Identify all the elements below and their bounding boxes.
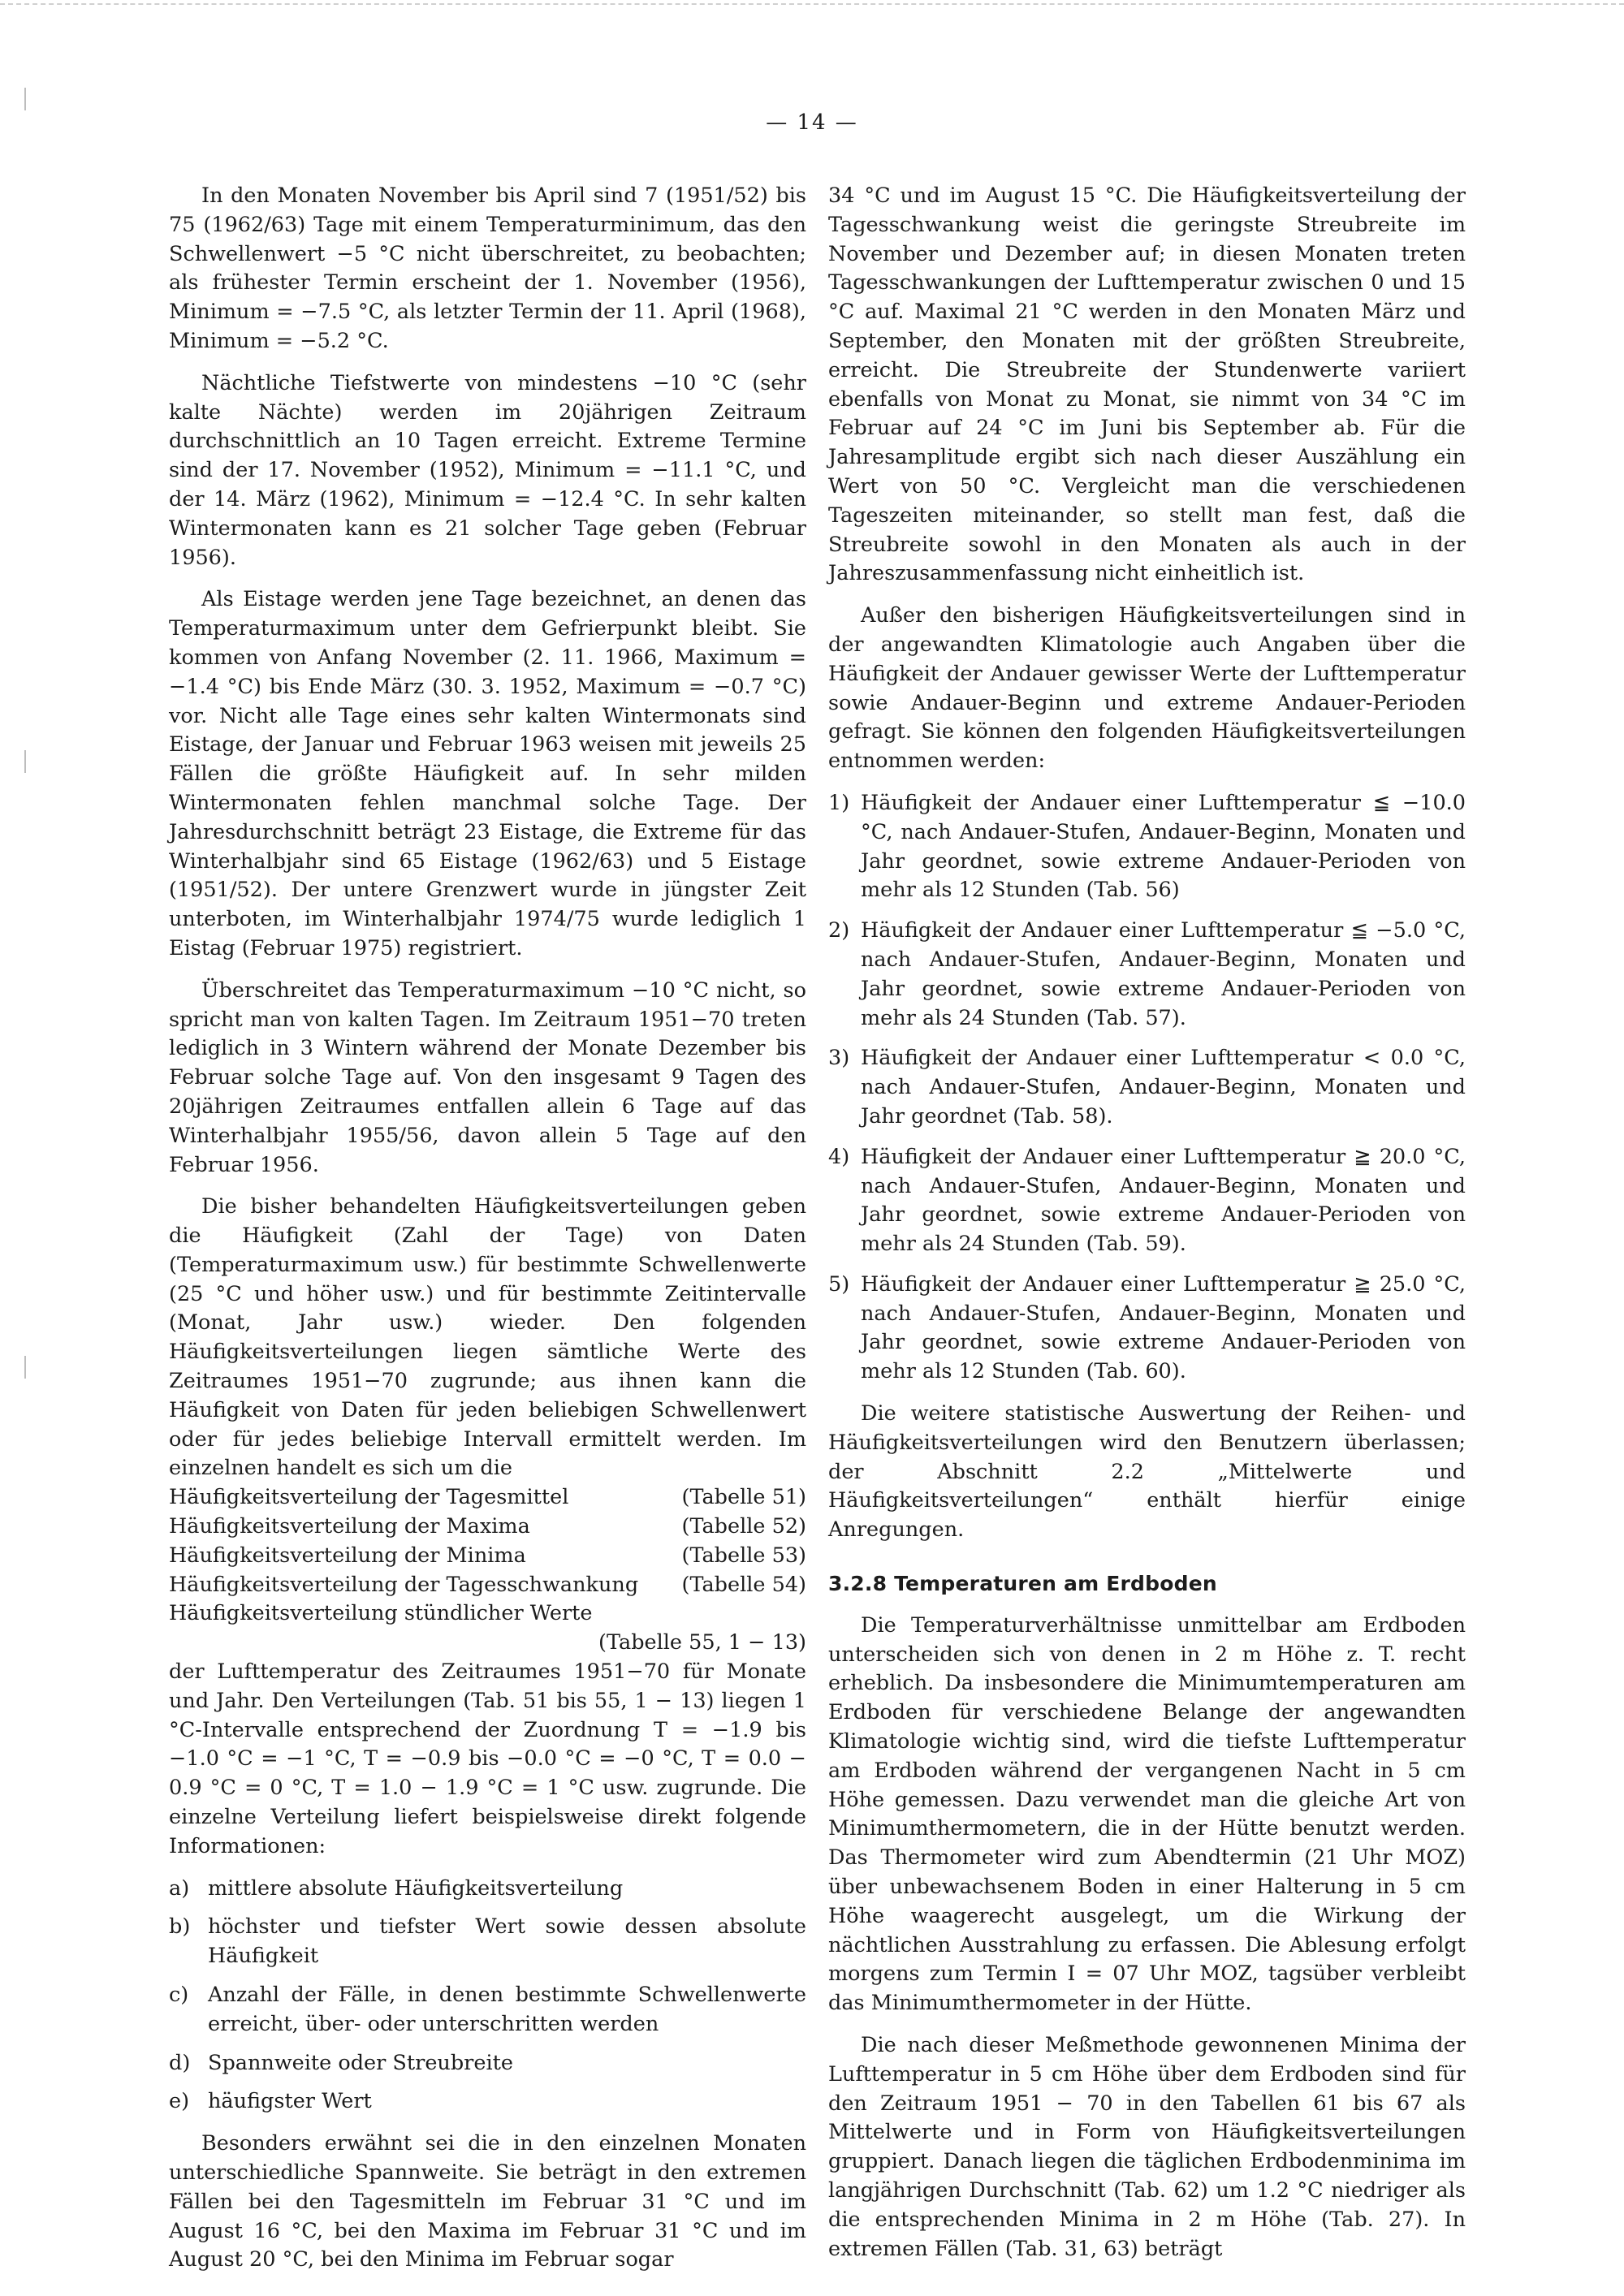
table-reference-number: (Tabelle 54) — [681, 1572, 806, 1597]
section-heading: 3.2.8 Temperaturen am Erdboden — [828, 1572, 1217, 1596]
list-text: Häufigkeit der Andauer einer Lufttemperatur ≦ −5.0 °C, nach Andauer-Stufen, Andauer-Beginn, Monaten und Jahr geordnet, sowie extreme Andauer-Perioden von mehr als 24 Stunden (Tab. 57). — [861, 918, 1466, 1030]
scan-margin-mark — [24, 1356, 26, 1379]
table-reference — [169, 1513, 806, 1542]
distribution-list — [828, 789, 1466, 1387]
list-text: höchster und tiefster Wert sowie dessen absolute Häufigkeit — [208, 1914, 806, 1969]
table-reference — [169, 1571, 806, 1600]
list-item — [828, 1044, 1466, 1131]
left-column — [169, 182, 806, 2288]
table-reference-label: Häufigkeitsverteilung der Tagesschwankung — [169, 1572, 639, 1597]
list-item — [828, 789, 1466, 905]
list-item — [169, 2049, 806, 2078]
table-reference-label: Häufigkeitsverteilung stündlicher Werte — [169, 1601, 593, 1626]
paragraph: Überschreitet das Temperaturmaximum −10 °C nicht, so spricht man von kalten Tagen. Im Zeitraum 1951−70 treten lediglich in 3 Wintern während der Monate Dezember bis Februar solche Tage auf. Von den insgesamt 9 Tagen des 20jährigen Zeitraumes entfallen allein 6 Tage auf das Winterhalbjahr 1955/56, davon allein 5 Tage auf den Februar 1956. — [169, 978, 806, 1177]
list-marker: a) — [169, 1875, 190, 1901]
table-reference — [169, 1483, 806, 1513]
table-reference-label: Häufigkeitsverteilung der Maxima — [169, 1514, 530, 1539]
list-text: Häufigkeit der Andauer einer Lufttemperatur ≦ −10.0 °C, nach Andauer-Stufen, Andauer-Beginn, Monaten und Jahr geordnet, sowie extreme Andauer-Perioden von mehr als 12 Stunden (Tab. 56) — [861, 790, 1466, 903]
right-column — [828, 182, 1466, 2277]
table-reference-number: (Tabelle 52) — [681, 1514, 806, 1539]
paragraph: Als Eistage werden jene Tage bezeichnet, an denen das Temperaturmaximum unter dem Gefrierpunkt bleibt. Sie kommen von Anfang November (2. 11. 1966, Maximum = −1.4 °C) bis Ende März (30. 3. 1952, Maximum = −0.7 °C) vor. Nicht alle Tage eines sehr kalten Wintermonats sind Eistage, der Januar und Februar 1963 weisen mit jeweils 25 Fällen die größte Häufigkeit auf. In sehr milden Wintermonaten fehlen manchmal solche Tage. Der Jahresdurchschnitt beträgt 23 Eistage, die Extreme für das Winterhalbjahr sind 65 Eistage (1962/63) und 5 Eistage (1951/52). Der untere Grenzwert wurde in jüngster Zeit unterboten, im Winterhalbjahr 1974/75 wurde lediglich 1 Eistag (Februar 1975) registriert. — [169, 587, 806, 960]
list-text: Häufigkeit der Andauer einer Lufttemperatur ≧ 20.0 °C, nach Andauer-Stufen, Andauer-Beginn, Monaten und Jahr geordnet, sowie extreme Andauer-Perioden von mehr als 24 Stunden (Tab. 59). — [861, 1144, 1466, 1257]
paragraph: Nächtliche Tiefstwerte von mindestens −10 °C (sehr kalte Nächte) werden im 20jährigen Zeitraum durchschnittlich an 10 Tagen erreicht. Extreme Termine sind der 17. November (1952), Minimum = −11.1 °C, und der 14. März (1962), Minimum = −12.4 °C. In sehr kalten Wintermonaten kann es 21 solcher Tage geben (Februar 1956). — [169, 370, 806, 570]
page-number: — 14 — — [766, 110, 858, 135]
table-reference — [169, 1599, 806, 1629]
paragraph: Die weitere statistische Auswertung der Reihen- und Häufigkeitsverteilungen wird den Benutzern überlassen; der Abschnitt 2.2 „Mittelwerte und Häufigkeitsverteilungen“ enthält hierfür einige Anregungen. — [828, 1401, 1466, 1543]
paragraph: Die Temperaturverhältnisse unmittelbar am Erdboden unterscheiden sich von denen in 2 m Höhe z. T. recht erheblich. Da insbesondere die Minimumtemperaturen am Erdboden für verschiedene Belange der angewandten Klimatologie wichtig sind, wird die tiefste Lufttemperatur am Erdboden während der vergangenen Nacht in 5 cm Höhe gemessen. Dazu verwendet man die gleiche Art von Minimumthermometern, die in der Hütte benutzt werden. Das Thermometer wird zum Abendtermin (21 Uhr MOZ) über unbewachsenem Boden in einer Halterung in 5 cm Höhe waagerecht ausgelegt, um die Wirkung der nächtlichen Ausstrahlung zu erfassen. Die Ablesung erfolgt morgens zum Termin I = 07 Uhr MOZ, tagsüber verbleibt das Minimumthermometer in der Hütte. — [828, 1612, 1466, 2016]
list-marker: 3) — [828, 1046, 850, 1071]
paragraph: Besonders erwähnt sei die in den einzelnen Monaten unterschiedliche Spannweite. Sie beträgt in den extremen Fällen bei den Tagesmitteln im Februar 31 °C und im August 16 °C, bei den Maxima im Februar 31 °C und im August 20 °C, bei den Minima im Februar sogar — [169, 2131, 806, 2272]
table-reference-label: Häufigkeitsverteilung der Minima — [169, 1543, 526, 1568]
table-reference — [169, 1629, 806, 1658]
information-list — [169, 1875, 806, 2117]
list-marker: 2) — [828, 918, 850, 943]
paragraph: Die nach dieser Meßmethode gewonnenen Minima der Lufttemperatur in 5 cm Höhe über dem Erdboden sind für den Zeitraum 1951 − 70 in den Tabellen 61 bis 67 als Mittelwerte und in Form von Häufigkeitsverteilungen gruppiert. Danach liegen die täglichen Erdbodenminima im langjährigen Durchschnitt (Tab. 62) um 1.2 °C niedriger als die entsprechenden Minima in 2 m Höhe (Tab. 27). In extremen Fällen (Tab. 31, 63) beträgt — [828, 2033, 1466, 2261]
paragraph: 34 °C und im August 15 °C. Die Häufigkeitsverteilung der Tagesschwankung weist die geringste Streubreite im November und Dezember auf; in diesen Monaten treten Tagesschwankungen der Lufttemperatur zwischen 0 und 15 °C auf. Maximal 21 °C werden in den Monaten März und September, den Monaten mit der größten Streubreite, erreicht. Die Streubreite der Stundenwerte variiert ebenfalls von Monat zu Monat, sie nimmt von 34 °C im Februar auf 24 °C im Juni bis September ab. Für die Jahresamplitude ergibt sich nach dieser Auszählung ein Wert von 50 °C. Vergleicht man die verschiedenen Tageszeiten miteinander, so stellt man fest, daß die Streubreite sowohl in den Monaten als auch in der Jahreszusammenfassung nicht einheitlich ist. — [828, 183, 1466, 586]
paragraph: der Lufttemperatur des Zeitraumes 1951−70 für Monate und Jahr. Den Verteilungen (Tab. 51 bis 55, 1 − 13) liegen 1 °C-Intervalle entsprechend der Zuordnung T = −1.9 bis −1.0 °C = −1 °C, T = −0.9 bis −0.0 °C = −0 °C, T = 0.0 − 0.9 °C = 0 °C, T = 1.0 − 1.9 °C = 1 °C usw. zugrunde. Die einzelne Verteilung liefert beispielsweise direkt folgende Informationen: — [169, 1659, 806, 1858]
list-marker: d) — [169, 2050, 191, 2075]
list-marker: b) — [169, 1914, 191, 1940]
list-text: Häufigkeit der Andauer einer Lufttemperatur < 0.0 °C, nach Andauer-Stufen, Andauer-Beginn, Monaten und Jahr geordnet (Tab. 58). — [861, 1046, 1466, 1129]
table-reference-number: (Tabelle 55, 1 − 13) — [598, 1630, 806, 1655]
list-item — [169, 2087, 806, 2117]
list-text: Anzahl der Fälle, in denen bestimmte Schwellenwerte erreicht, über- oder unterschritten werden — [208, 1983, 806, 2036]
paragraph: Außer den bisherigen Häufigkeitsverteilungen sind in der angewandten Klimatologie auch Angaben über die Häufigkeit der Andauer gewisser Werte der Lufttemperatur sowie Andauer-Beginn und extreme Andauer-Perioden gefragt. Sie können den folgenden Häufigkeitsverteilungen entnommen werden: — [828, 603, 1466, 774]
table-reference-number: (Tabelle 51) — [681, 1485, 806, 1510]
list-item — [169, 1875, 806, 1904]
list-marker: e) — [169, 2089, 190, 2114]
table-reference-label: Häufigkeitsverteilung der Tagesmittel — [169, 1485, 569, 1510]
paragraph: In den Monaten November bis April sind 7 (1951/52) bis 75 (1962/63) Tage mit einem Temperaturminimum, das den Schwellenwert −5 °C nicht überschreitet, zu beobachten; als frühester Termin erscheint der 1. November (1956), Minimum = −7.5 °C, als letzter Termin der 11. April (1968), Minimum = −5.2 °C. — [169, 183, 806, 353]
paragraph: Die bisher behandelten Häufigkeitsverteilungen geben die Häufigkeit (Zahl der Tage) von Daten (Temperaturmaximum usw.) für bestimmte Schwellenwerte (25 °C und höher usw.) und für bestimmte Zeitintervalle (Monat, Jahr usw.) wieder. Den folgenden Häufigkeitsverteilungen liegen sämtliche Werte des Zeitraumes 1951−70 zugrunde; aus ihnen kann die Häufigkeit von Daten für jeden beliebigen Schwellenwert oder für jedes beliebige Intervall ermittelt werden. Im einzelnen handelt es sich um die — [169, 1194, 806, 1481]
scan-edge-line — [0, 3, 1624, 5]
list-item — [828, 917, 1466, 1033]
list-text: Spannweite oder Streubreite — [208, 2050, 513, 2075]
table-reference-list — [169, 1483, 806, 1658]
list-text: Häufigkeit der Andauer einer Lufttemperatur ≧ 25.0 °C, nach Andauer-Stufen, Andauer-Beginn, Monaten und Jahr geordnet, sowie extreme Andauer-Perioden von mehr als 12 Stunden (Tab. 60). — [861, 1271, 1466, 1384]
list-marker: 1) — [828, 790, 850, 815]
scan-margin-mark — [24, 750, 26, 773]
table-reference — [169, 1542, 806, 1571]
list-item — [169, 1981, 806, 2039]
list-item — [169, 1913, 806, 1971]
list-marker: 4) — [828, 1144, 850, 1169]
list-text: mittlere absolute Häufigkeitsverteilung — [208, 1875, 624, 1901]
table-reference-number: (Tabelle 53) — [681, 1543, 806, 1568]
scan-margin-mark — [24, 88, 26, 110]
list-marker: c) — [169, 1983, 189, 2008]
list-marker: 5) — [828, 1271, 850, 1297]
list-item — [828, 1271, 1466, 1387]
list-text: häufigster Wert — [208, 2089, 372, 2114]
list-item — [828, 1143, 1466, 1259]
